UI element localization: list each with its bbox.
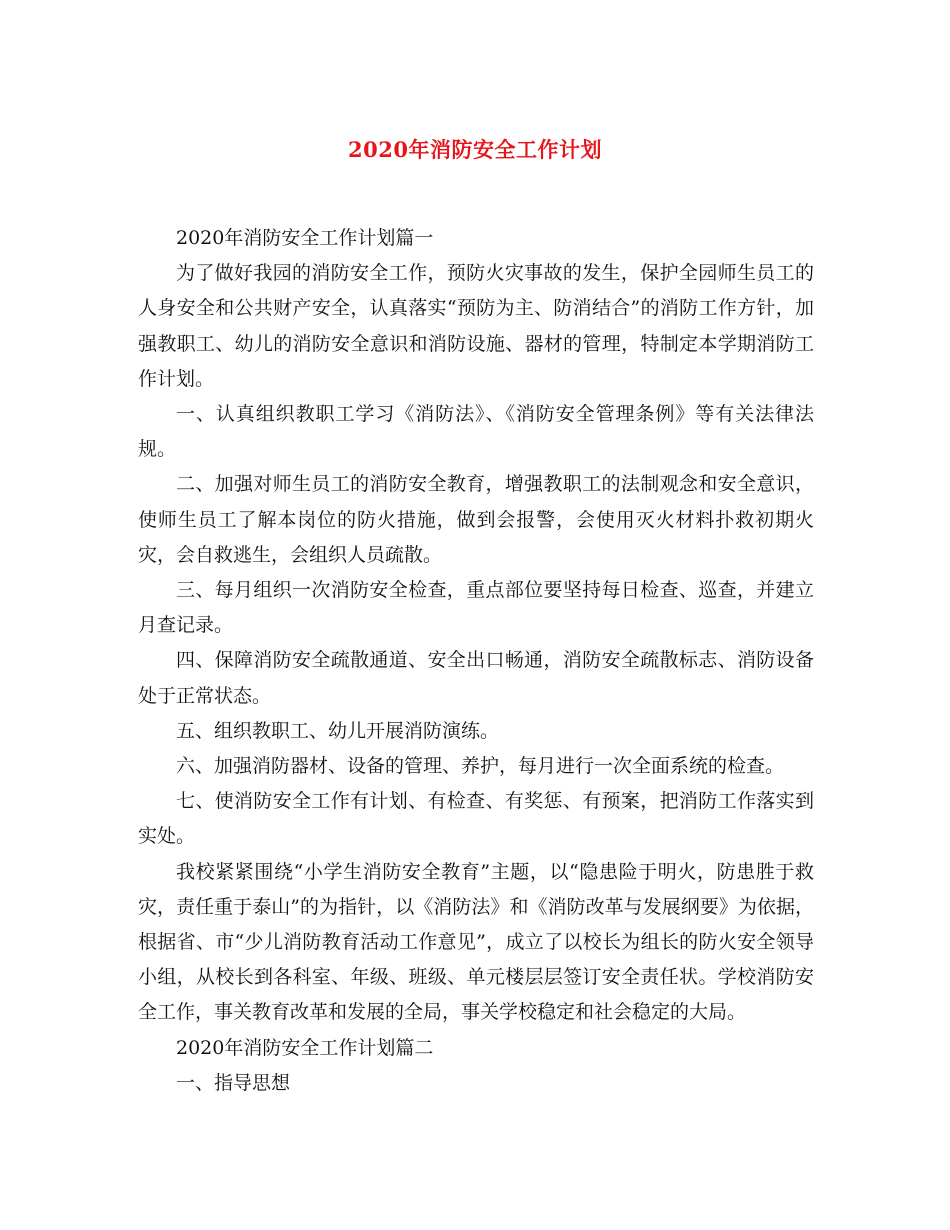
list-item-3: 三、每月组织一次消防安全检查，重点部位要坚持每日检查、巡查，并建立月查记录。	[138, 579, 814, 637]
list-item-5: 五、组织教职工、幼儿开展消防演练。	[176, 719, 500, 742]
list-item-2: 二、加强对师生员工的消防安全教育，增强教职工的法制观念和安全意识，使师生员工了解本岗位的防火措施，做到会报警，会使用灭火材料扑救初期火灾，会自救逃生，会组织人员疏散。	[138, 473, 814, 566]
list-item-6: 六、加强消防器材、设备的管理、养护，每月进行一次全面系统的检查。	[176, 755, 785, 778]
section-heading-part-one: 2020年消防安全工作计划篇一	[176, 227, 434, 249]
list-item-7: 七、使消防安全工作有计划、有检查、有奖惩、有预案，把消防工作落实到实处。	[138, 790, 814, 848]
list-item-4: 四、保障消防安全疏散通道、安全出口畅通，消防安全疏散标志、消防设备处于正常状态。	[138, 649, 814, 707]
subheading-guiding-ideology: 一、指导思想	[176, 1071, 291, 1094]
school-paragraph: 我校紧紧围绕“小学生消防安全教育”主题，以“隐患险于明火，防患胜于救灾，责任重于泰山”的为指针，以《消防法》和《消防改革与发展纲要》为依据，根据省、市“少儿消防教育活动工作意见”，成立了以校长为组长的防火安全领导小组，从校长到各科室、年级、班级、单元楼层层签订安全责任状。学校消防安全工作，事关教育改革和发展的全局，事关学校稳定和社会稳定的大局。	[138, 860, 814, 1024]
section-heading-part-two: 2020年消防安全工作计划篇二	[176, 1036, 434, 1059]
document-title: 2020年消防安全工作计划	[348, 137, 602, 162]
intro-paragraph: 为了做好我园的消防安全工作，预防火灾事故的发生，保护全园师生员工的人身安全和公共财产安全，认真落实“预防为主、防消结合”的消防工作方针，加强教职工、幼儿的消防安全意识和消防设施、器材的管理，特制定本学期消防工作计划。	[138, 262, 814, 390]
document-body	[138, 221, 814, 1101]
list-item-1: 一、认真组织教职工学习《消防法》、《消防安全管理条例》等有关法律法规。	[138, 403, 814, 461]
